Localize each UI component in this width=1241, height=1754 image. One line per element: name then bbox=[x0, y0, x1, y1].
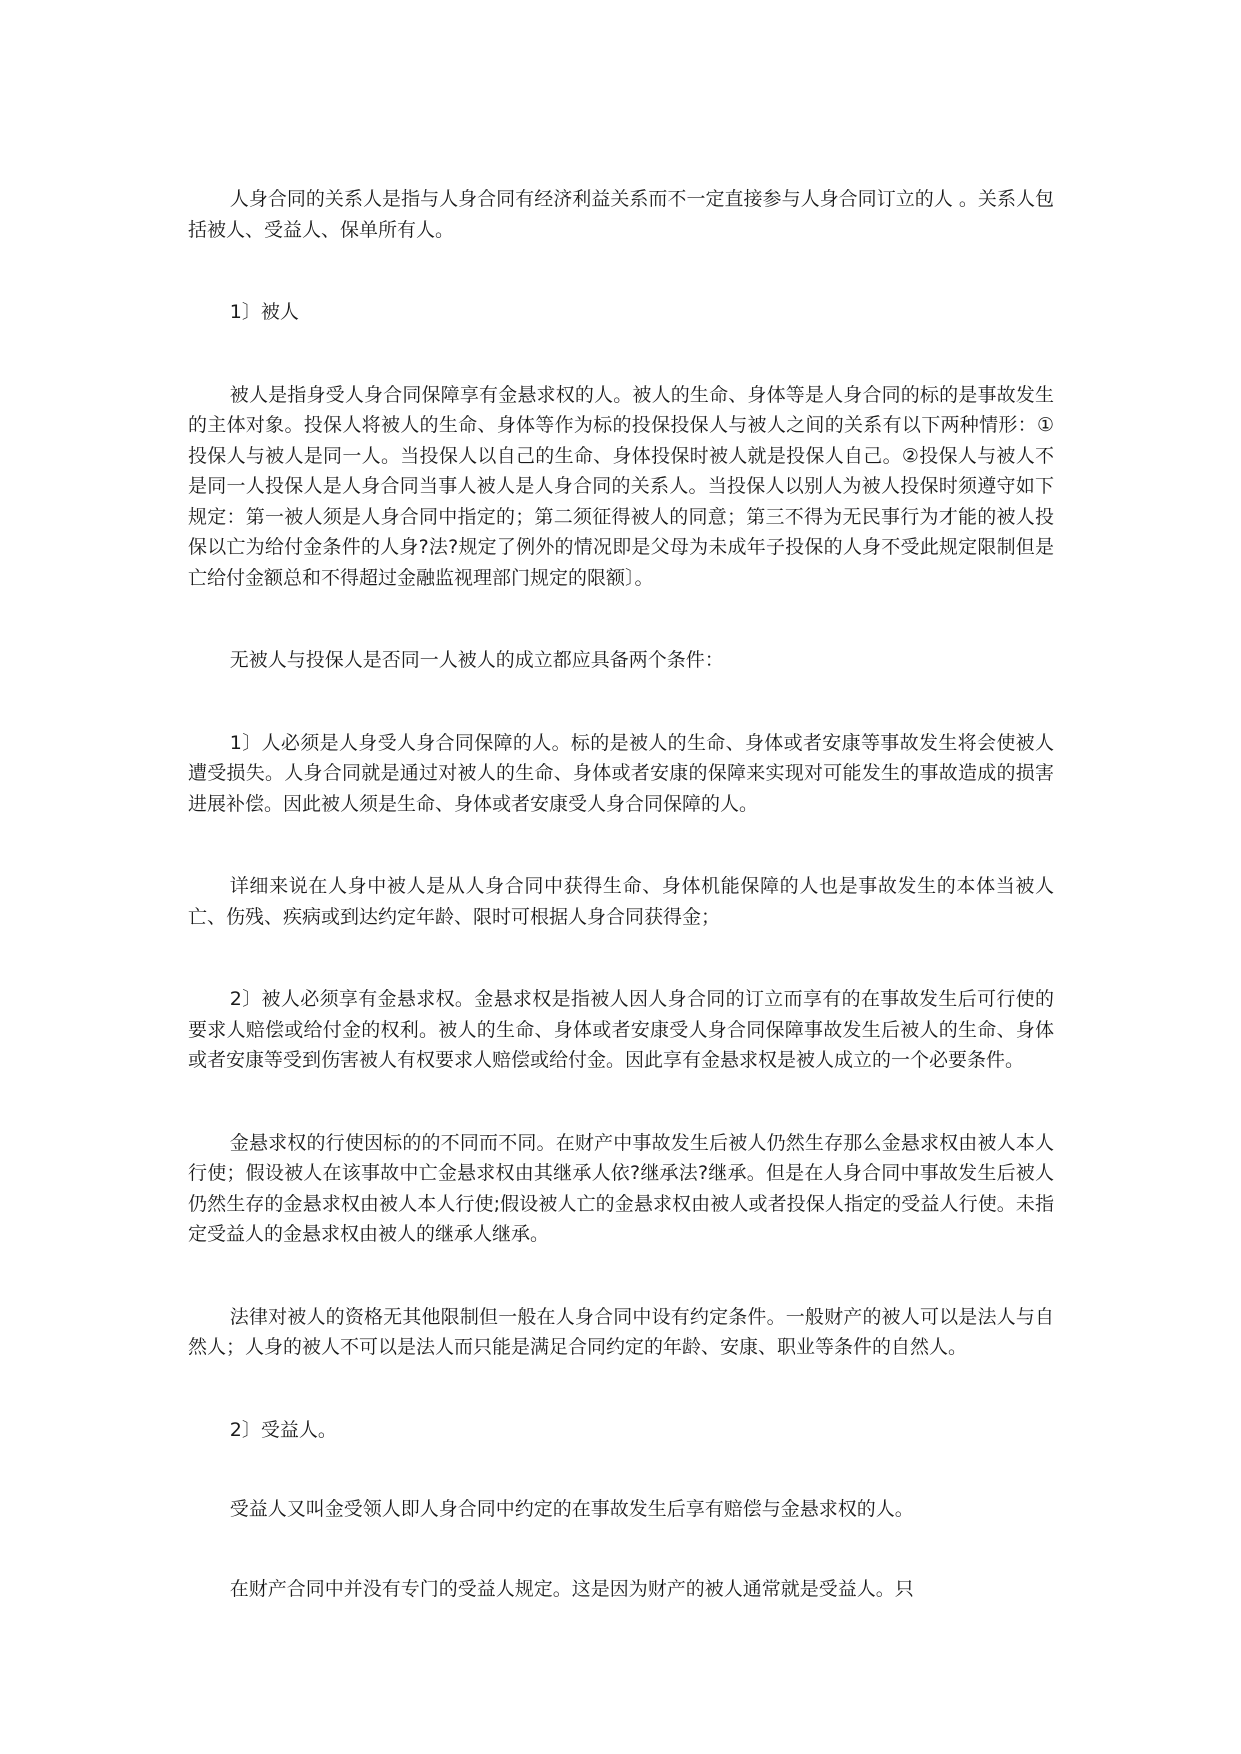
paragraph-condition-1: 1〕人必须是人身受人身合同保障的人。标的是被人的生命、身体或者安康等事故发生将会使被人遭受损失。人身合同就是通过对被人的生命、身体或者安康的保障来实现对可能发生的事故造成的损害进展补偿。因此被人须是生命、身体或者安康受人身合同保障的人。 bbox=[188, 731, 1054, 815]
heading-insured: 1〕被人 bbox=[229, 301, 299, 323]
paragraph-beneficiary-definition: 受益人又叫金受领人即人身合同中约定的在事故发生后享有赔偿与金悬求权的人。 bbox=[229, 1498, 914, 1520]
paragraph-condition-2: 2〕被人必须享有金悬求权。金悬求权是指被人因人身合同的订立而享有的在事故发生后可行使的要求人赔偿或给付金的权利。被人的生命、身体或者安康受人身合同保障事故发生后被人的生命、身体或者安康等受到伤害被人有权要求人赔偿或给付金。因此享有金悬求权是被人成立的一个必要条件。 bbox=[188, 988, 1054, 1071]
paragraph-qualification: 法律对被人的资格无其他限制但一般在人身合同中设有约定条件。一般财产的被人可以是法人与自然人；人身的被人不可以是法人而只能是满足合同约定的年龄、安康、职业等条件的自然人。 bbox=[188, 1305, 1054, 1358]
paragraph-conditions-intro: 无被人与投保人是否同一人被人的成立都应具备两个条件： bbox=[229, 649, 724, 671]
paragraph-claim-exercise: 金悬求权的行使因标的的不同而不同。在财产中事故发生后被人仍然生存那么金悬求权由被人本人行使；假设被人在该事故中亡金悬求权由其继承人依?继承法?继承。但是在人身合同中事故发生后被人仍然生存的金悬求权由被人本人行使;假设被人亡的金悬求权由被人或者投保人指定的受益人行使。未指定受益人的金悬求权由被人的继承人继承。 bbox=[188, 1131, 1054, 1245]
heading-beneficiary: 2〕受益人。 bbox=[229, 1418, 337, 1441]
paragraph-insured-definition: 被人是指身受人身合同保障享有金悬求权的人。被人的生命、身体等是人身合同的标的是事故发生的主体对象。投保人将被人的生命、身体等作为标的投保投保人与被人之间的关系有以下两种情形：①投保人与被人是同一人。当投保人以自己的生命、身体投保时被人就是投保人自己。②投保人与被人不是同一人投保人是人身合同当事人被人是人身合同的关系人。当投保人以别人为被人投保时须遵守如下规定：第一被人须是人身合同中指定的；第二须征得被人的同意；第三不得为无民事行为才能的被人投保以亡为给付金条件的人身?法?规定了例外的情况即是父母为未成年子投保的人身不受此规定限制但是亡给付金额总和不得超过金融监视理部门规定的限额〕。 bbox=[188, 383, 1054, 589]
paragraph-detail: 详细来说在人身中被人是从人身合同中获得生命、身体机能保障的人也是事故发生的本体当被人亡、伤残、疾病或到达约定年龄、限时可根据人身合同获得金； bbox=[188, 875, 1054, 928]
paragraph-property-contract: 在财产合同中并没有专门的受益人规定。这是因为财产的被人通常就是受益人。只 bbox=[229, 1577, 914, 1600]
paragraph-intro: 人身合同的关系人是指与人身合同有经济利益关系而不一定直接参与人身合同订立的人 。关系人包括被人、受益人、保单所有人。 bbox=[188, 188, 1054, 241]
document-body bbox=[188, 184, 1054, 1604]
